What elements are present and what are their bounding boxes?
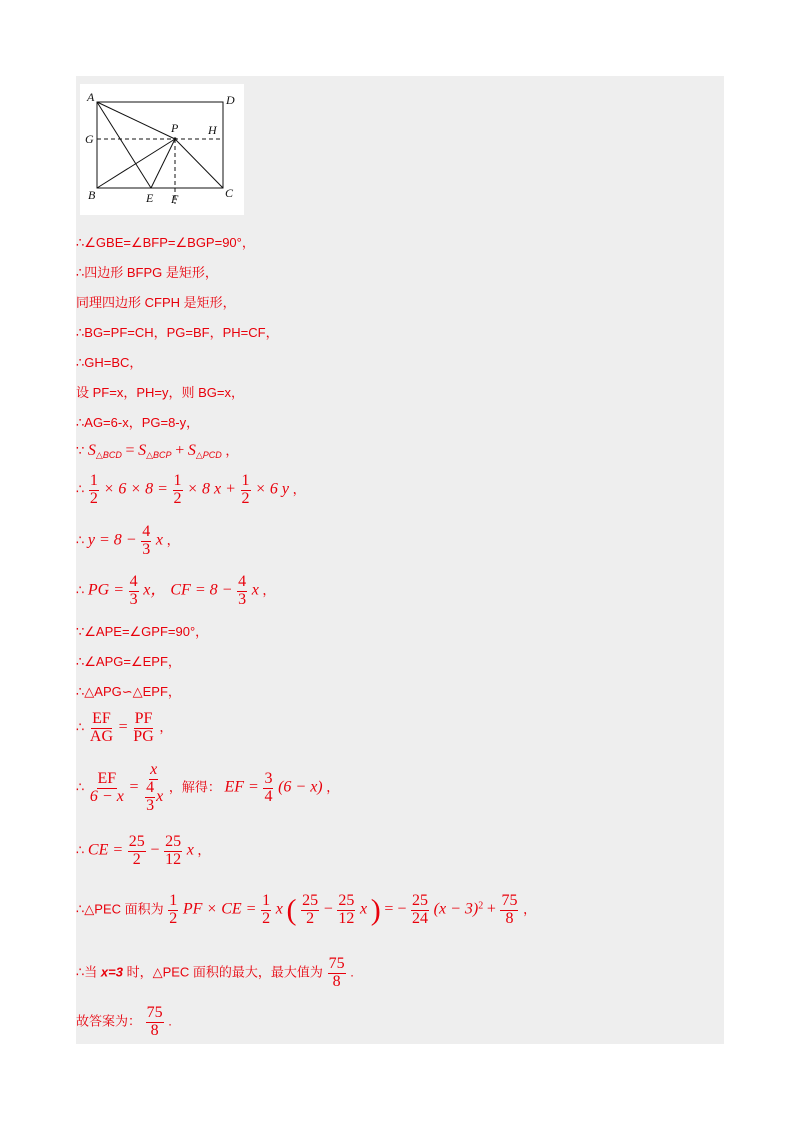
step-ce-expression: ∴ CE = $\frac{25}{2}$ − $\frac{25}{12}$ x ， <box>76 833 211 868</box>
label-C: C <box>225 186 234 200</box>
step-gh-bc: ∴GH=BC， <box>76 355 143 370</box>
step-rectangle-cfph: 同理四边形 CFPH 是矩形， <box>76 295 236 310</box>
step-y-expression: ∴ y = 8 − $\frac{4}{3}$ x ， <box>76 523 180 558</box>
label-P: P <box>171 121 179 135</box>
step-rectangle-bfpg: ∴四边形 BFPG 是矩形， <box>76 265 218 280</box>
label-G: G <box>85 132 94 146</box>
step-area-equation: ∴ $\frac{1}{2}$ × 6 × 8 = $\frac{1}{2}$ × 8 x + $\frac{1}{2}$ × 6 y ， <box>76 472 306 507</box>
step-ratio: ∴ $\frac{EF}{AG}$ = $\frac{PF}{PG}$ ， <box>76 710 173 745</box>
label-F: F <box>171 192 179 206</box>
step-equal-segments: ∴BG=PF=CH，PG=BF，PH=CF， <box>76 325 279 340</box>
step-angle-equal: ∴∠APG=∠EPF， <box>76 654 181 669</box>
step-area-function: ∴△PEC 面积为 $\frac{1}{2}$ PF × CE = $\frac{1}{2}$ x ( $\frac{25}{2}$ − $\frac{25}{12}$ x ) = − $\frac{25}{24}$ $(x - 3)^2$ + $\frac{75}{8}$ ， <box>76 892 537 927</box>
label-H: H <box>208 123 217 137</box>
step-right-angles: ∴∠GBE=∠BFP=∠BGP=90°， <box>76 235 255 250</box>
step-let-variables: 设 PF=x，PH=y，则 BG=x， <box>76 385 244 400</box>
geometry-figure <box>80 84 244 215</box>
label-E: E <box>146 191 154 205</box>
step-solve-ef: ∴ $\frac{EF}{6 - x}$ = x $\frac{4}{3}$ x ，解得： EF = $\frac{3}{4}$ (6 − x) ， <box>76 761 340 814</box>
step-angle-apf: ∵∠APE=∠GPF=90°， <box>76 624 209 639</box>
step-pg-cf: ∴ PG = $\frac{4}{3}$ x， CF = 8 − $\frac{4}{3}$ x ， <box>76 573 276 608</box>
label-A: A <box>87 90 95 104</box>
final-answer: 故答案为： $\frac{75}{8}$ . <box>76 1004 172 1039</box>
label-D: D <box>226 93 235 107</box>
step-similar-triangles: ∴△APG∽△EPF， <box>76 684 181 699</box>
label-B: B <box>88 188 96 202</box>
step-maximum: ∴当 x=3 时，△PEC 面积的最大，最大值为 $\frac{75}{8}$ . <box>76 955 354 990</box>
step-ag-pg: ∴AG=6-x，PG=8-y， <box>76 415 200 430</box>
step-area-sum: ∵ $S_{\triangle BCD} = S_{\triangle BCP} + S_{\triangle PCD}$ ， <box>76 442 239 460</box>
